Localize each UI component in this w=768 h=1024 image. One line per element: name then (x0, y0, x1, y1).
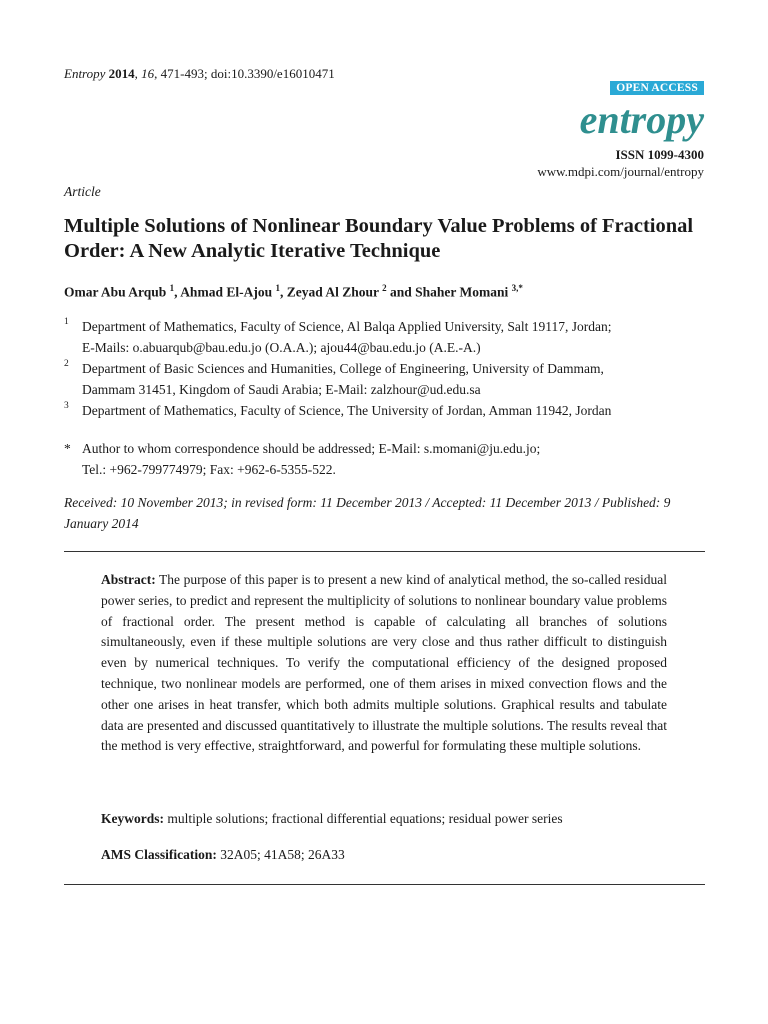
keywords (101, 811, 563, 827)
affiliation-line: E-Mails: o.abuarqub@bau.edu.jo (O.A.A.); ajou44@bau.edu.jo (A.E.-A.) (82, 340, 481, 355)
author-name: Ahmad El-Ajou (180, 284, 273, 300)
abstract-text: The purpose of this paper is to present a new kind of analytical method, the so-called residual power series, to predict and represent the multiplicity of solutions to nonlinear boundary value problems of fractional order. The present method is capable of calculating all branches of solutions simultaneously, even if these multiple solutions are very close and thus rather difficult to distinguish even by numerical techniques. To verify the computational efficiency of the designed proposed technique, two nonlinear models are performed, one of them arises in mixed convection flows and the other one arises in heat transfer, which both admits multiple solutions. Graphical results and tabulate data are presented and discussed quantitatively to illustrate the multiple solutions. The results reveal that the method is very effective, straightforward, and powerful for formulating these multiple solutions. (101, 572, 667, 754)
ams-label: AMS Classification: (101, 847, 217, 862)
affiliation-line: Department of Mathematics, Faculty of Science, The University of Jordan, Amman 11942, Jordan (82, 403, 612, 418)
affiliation-line: Department of Mathematics, Faculty of Science, Al Balqa Applied University, Salt 19117, Jordan; (82, 319, 612, 334)
author-affiliation-mark: 1 (169, 283, 175, 293)
abstract-label: Abstract: (101, 572, 156, 587)
ams-classification (101, 847, 345, 863)
author-affiliation-mark: 2 (382, 283, 387, 293)
citation-year: 2014 (108, 66, 135, 81)
affiliation-number: 3 (64, 401, 69, 411)
citation-line: Entropy 2014, 16, 471-493; doi:10.3390/e16010471 (64, 66, 335, 81)
journal-name: Entropy (64, 66, 106, 81)
keywords-text: multiple solutions; fractional differential equations; residual power series (164, 811, 563, 826)
author-name: Shaher Momani (415, 284, 509, 300)
journal-url[interactable]: www.mdpi.com/journal/entropy (537, 164, 704, 179)
affiliation-line: Dammam 31451, Kingdom of Saudi Arabia; E-Mail: zalzhour@ud.edu.sa (82, 382, 481, 397)
publication-dates: Received: 10 November 2013; in revised form: 11 December 2013 / Accepted: 11 December 2013 / Published: 9 January 2014 (64, 495, 671, 531)
author-name: Zeyad Al Zhour (286, 284, 379, 300)
affiliation-3 (64, 400, 724, 421)
top-divider (64, 551, 705, 552)
correspondence-line: Author to whom correspondence should be addressed; E-Mail: s.momani@ju.edu.jo; (82, 441, 541, 456)
affiliation-line: Department of Basic Sciences and Humanities, College of Engineering, University of Dammam, (82, 361, 604, 376)
ams-text: 32A05; 41A58; 26A33 (216, 847, 345, 862)
affiliation-number: 1 (64, 317, 69, 327)
author-list: Omar Abu Arqub $^1$, Ahmad El-Ajou $^1$, Zeyad Al Zhour $^2$ and Shaher Momani $^{3,*}$ (64, 283, 523, 300)
affiliation-1 (64, 316, 724, 358)
keywords-label: Keywords: (101, 811, 164, 826)
author-affiliation-mark: 1 (275, 283, 280, 293)
bottom-divider (64, 884, 705, 885)
citation-pages: , 471-493; doi:10.3390/e16010471 (154, 66, 335, 81)
journal-logo: entropy (579, 97, 704, 142)
author-affiliation-mark: 3,* (511, 283, 523, 293)
correspondence-note (64, 438, 724, 480)
article-type: Article (64, 184, 101, 199)
correspondence-star: * (64, 441, 71, 456)
open-access-badge: OPEN ACCESS (610, 81, 704, 95)
correspondence-line: Tel.: +962-799774979; Fax: +962-6-5355-522. (82, 462, 336, 477)
citation-volume: 16 (141, 66, 155, 81)
issn: ISSN 1099-4300 (615, 147, 704, 162)
abstract (101, 570, 667, 757)
author-name: Omar Abu Arqub (64, 284, 167, 300)
paper-title: Multiple Solutions of Nonlinear Boundary Value Problems of Fractional Order: A New Analytic Iterative Technique (64, 215, 694, 262)
affiliation-number: 2 (64, 359, 69, 369)
affiliation-2 (64, 358, 724, 400)
